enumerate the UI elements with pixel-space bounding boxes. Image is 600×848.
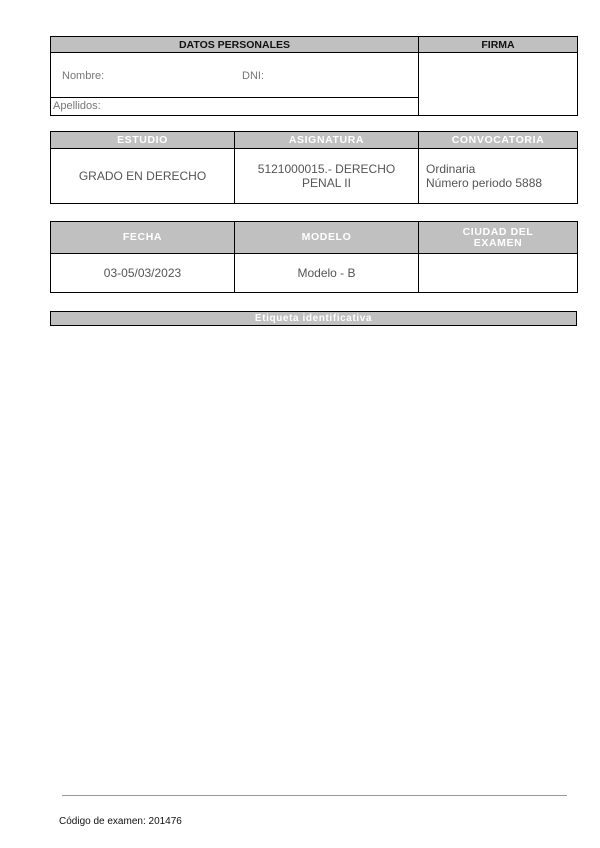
signature-box[interactable] [419,53,578,116]
signature-header: FIRMA [419,37,578,53]
study-value: GRADO EN DERECHO [51,149,235,204]
study-header: ESTUDIO [51,132,235,149]
dni-label: DNI: [242,70,264,82]
footer-divider [62,795,567,796]
call-header: CONVOCATORIA [419,132,578,149]
call-type: Ordinaria [426,162,476,176]
id-label-header: Etiqueta identificativa [51,312,577,326]
subject-header: ASIGNATURA [235,132,419,149]
city-header: CIUDAD DEL EXAMEN [419,222,578,254]
id-label-table [50,311,577,326]
personal-data-header: DATOS PERSONALES [51,37,419,53]
call-value [419,149,578,204]
call-period: Número periodo 5888 [426,176,543,190]
name-label: Nombre: [62,70,105,82]
model-value: Modelo - B [235,254,419,293]
model-header: MODELO [235,222,419,254]
exam-info-table [50,221,578,293]
study-table [50,131,578,204]
date-value: 03-05/03/2023 [51,254,235,293]
subject-value: 5121000015.- DERECHO PENAL II [235,149,419,204]
date-header: FECHA [51,222,235,254]
personal-data-table [50,36,578,116]
city-value[interactable] [419,254,578,293]
surname-label: Apellidos: [53,100,101,112]
exam-code: Código de examen: 201476 [59,816,182,827]
personal-fields-cell [51,53,419,116]
